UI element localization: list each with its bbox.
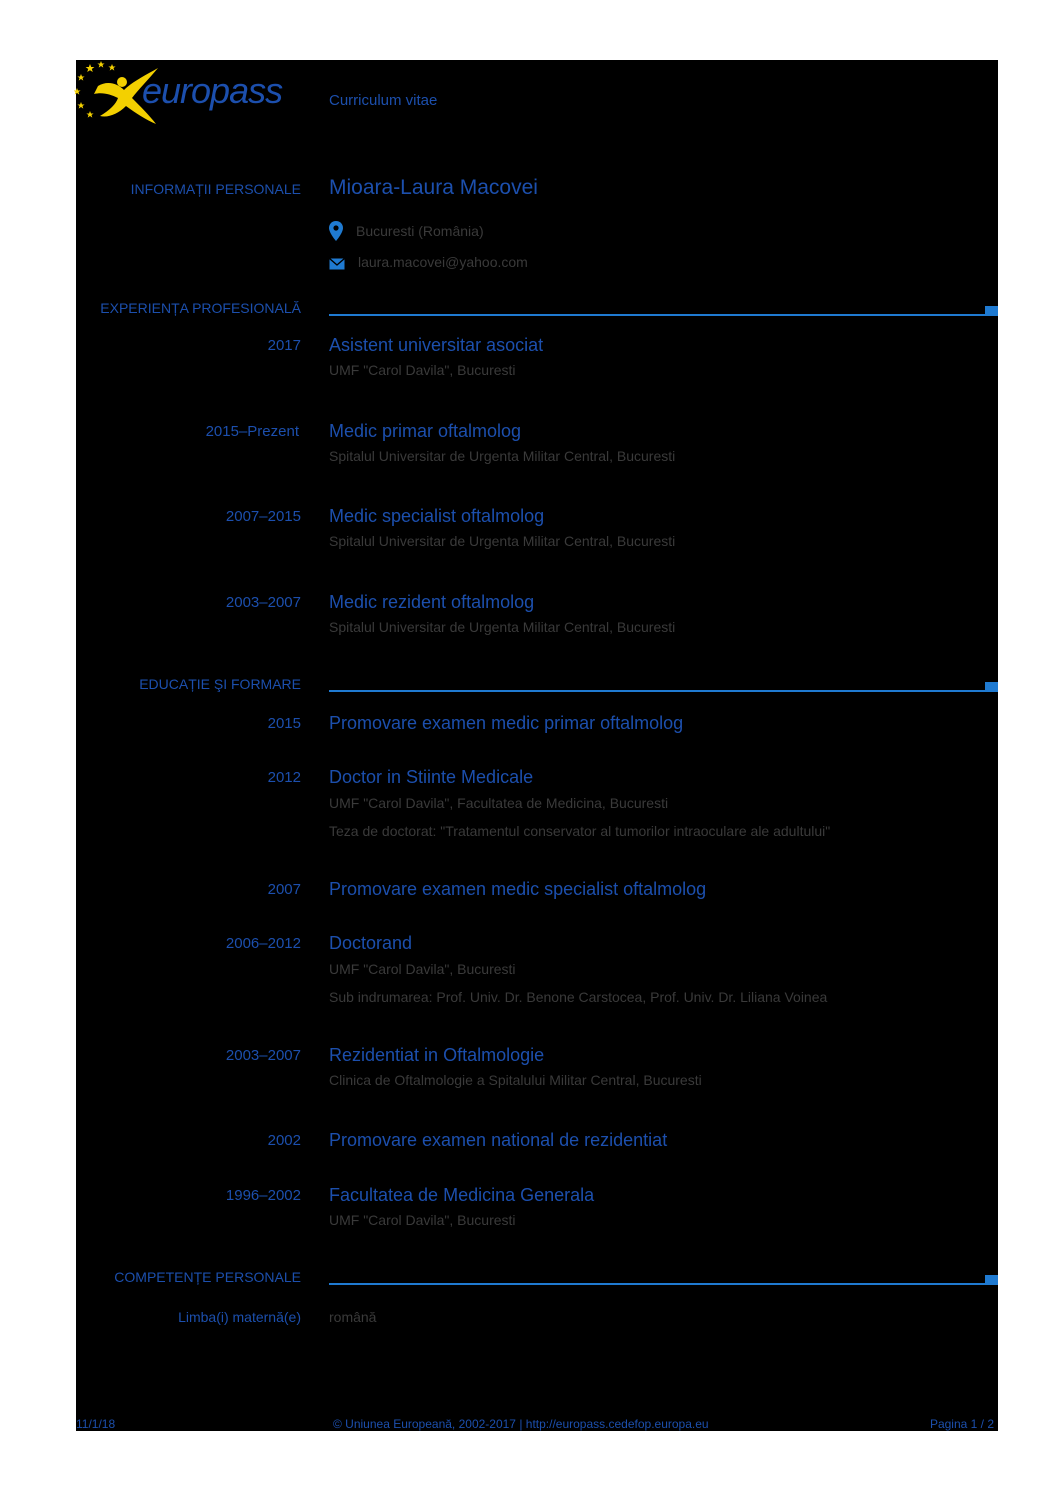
education-title: Facultatea de Medicina Generala: [329, 1185, 595, 1205]
location-text: Bucuresti (România): [356, 223, 484, 239]
education-date: 2012: [267, 769, 301, 786]
cv-page: [76, 60, 998, 1431]
envelope-icon: [329, 257, 345, 269]
education-date: 2002: [267, 1132, 301, 1149]
document-title: Curriculum vitae: [329, 92, 438, 109]
section-label-skills: COMPETENȚE PERSONALE: [114, 1269, 301, 1285]
experience-title: Asistent universitar asociat: [329, 335, 544, 355]
section-divider: [329, 314, 985, 316]
education-title: Doctorand: [329, 933, 413, 953]
education-title: Promovare examen medic specialist oftalmolog: [329, 879, 707, 899]
education-institution: Clinica de Oftalmologie a Spitalului Militar Central, Bucuresti: [329, 1072, 702, 1088]
experience-employer: UMF "Carol Davila", Bucuresti: [329, 362, 516, 378]
section-label-personal: INFORMAȚII PERSONALE: [130, 181, 301, 197]
education-title: Promovare examen national de rezidentiat: [329, 1130, 668, 1150]
experience-date: 2003–2007: [225, 594, 301, 611]
experience-date: 2015–Prezent: [205, 423, 299, 440]
education-note: Teza de doctorat: "Tratamentul conservator al tumorilor intraoculare ale adultului": [329, 823, 831, 839]
education-institution: UMF "Carol Davila", Bucuresti: [329, 961, 516, 977]
education-institution: UMF "Carol Davila", Facultatea de Medicina, Bucuresti: [329, 795, 669, 811]
person-name: Mioara-Laura Macovei: [329, 176, 538, 199]
experience-date: 2007–2015: [225, 508, 301, 525]
europass-logo: [74, 60, 304, 130]
education-title: Rezidentiat in Oftalmologie: [329, 1045, 545, 1065]
footer-copyright[interactable]: © Uniunea Europeană, 2002-2017 | http://europass.cedefop.europa.eu: [333, 1417, 709, 1431]
mother-tongue-value: română: [329, 1309, 377, 1325]
footer-date: 11/1/18: [76, 1417, 116, 1431]
section-marker: [985, 682, 998, 692]
section-divider: [329, 1283, 985, 1285]
education-title: Doctor in Stiinte Medicale: [329, 767, 534, 787]
education-date: 2007: [267, 881, 301, 898]
experience-employer: Spitalul Universitar de Urgenta Militar Central, Bucuresti: [329, 619, 676, 635]
education-date: 2003–2007: [225, 1047, 301, 1064]
experience-title: Medic primar oftalmolog: [329, 421, 522, 441]
education-title: Promovare examen medic primar oftalmolog: [329, 713, 684, 733]
section-marker: [985, 1275, 998, 1285]
education-date: 2006–2012: [225, 935, 301, 952]
education-date: 1996–2002: [225, 1187, 301, 1204]
experience-employer: Spitalul Universitar de Urgenta Militar Central, Bucuresti: [329, 533, 676, 549]
education-date: 2015: [267, 715, 301, 732]
experience-date: 2017: [267, 337, 301, 354]
mother-tongue-label: Limba(i) maternă(e): [178, 1309, 301, 1325]
education-note: Sub indrumarea: Prof. Univ. Dr. Benone Carstocea, Prof. Univ. Dr. Liliana Voinea: [329, 989, 828, 1005]
experience-title: Medic specialist oftalmolog: [329, 506, 545, 526]
experience-employer: Spitalul Universitar de Urgenta Militar Central, Bucuresti: [329, 448, 676, 464]
section-label-education: EDUCAȚIE ŞI FORMARE: [139, 676, 301, 692]
section-divider: [329, 690, 985, 692]
map-pin-icon: [329, 221, 343, 241]
section-marker: [985, 306, 998, 316]
education-institution: UMF "Carol Davila", Bucuresti: [329, 1212, 516, 1228]
section-label-experience: EXPERIENȚA PROFESIONALĂ: [100, 300, 301, 316]
experience-title: Medic rezident oftalmolog: [329, 592, 535, 612]
email-link[interactable]: laura.macovei@yahoo.com: [358, 254, 528, 270]
footer-page-number: Pagina 1 / 2: [929, 1417, 994, 1431]
logo-wordmark: europass: [142, 70, 283, 111]
